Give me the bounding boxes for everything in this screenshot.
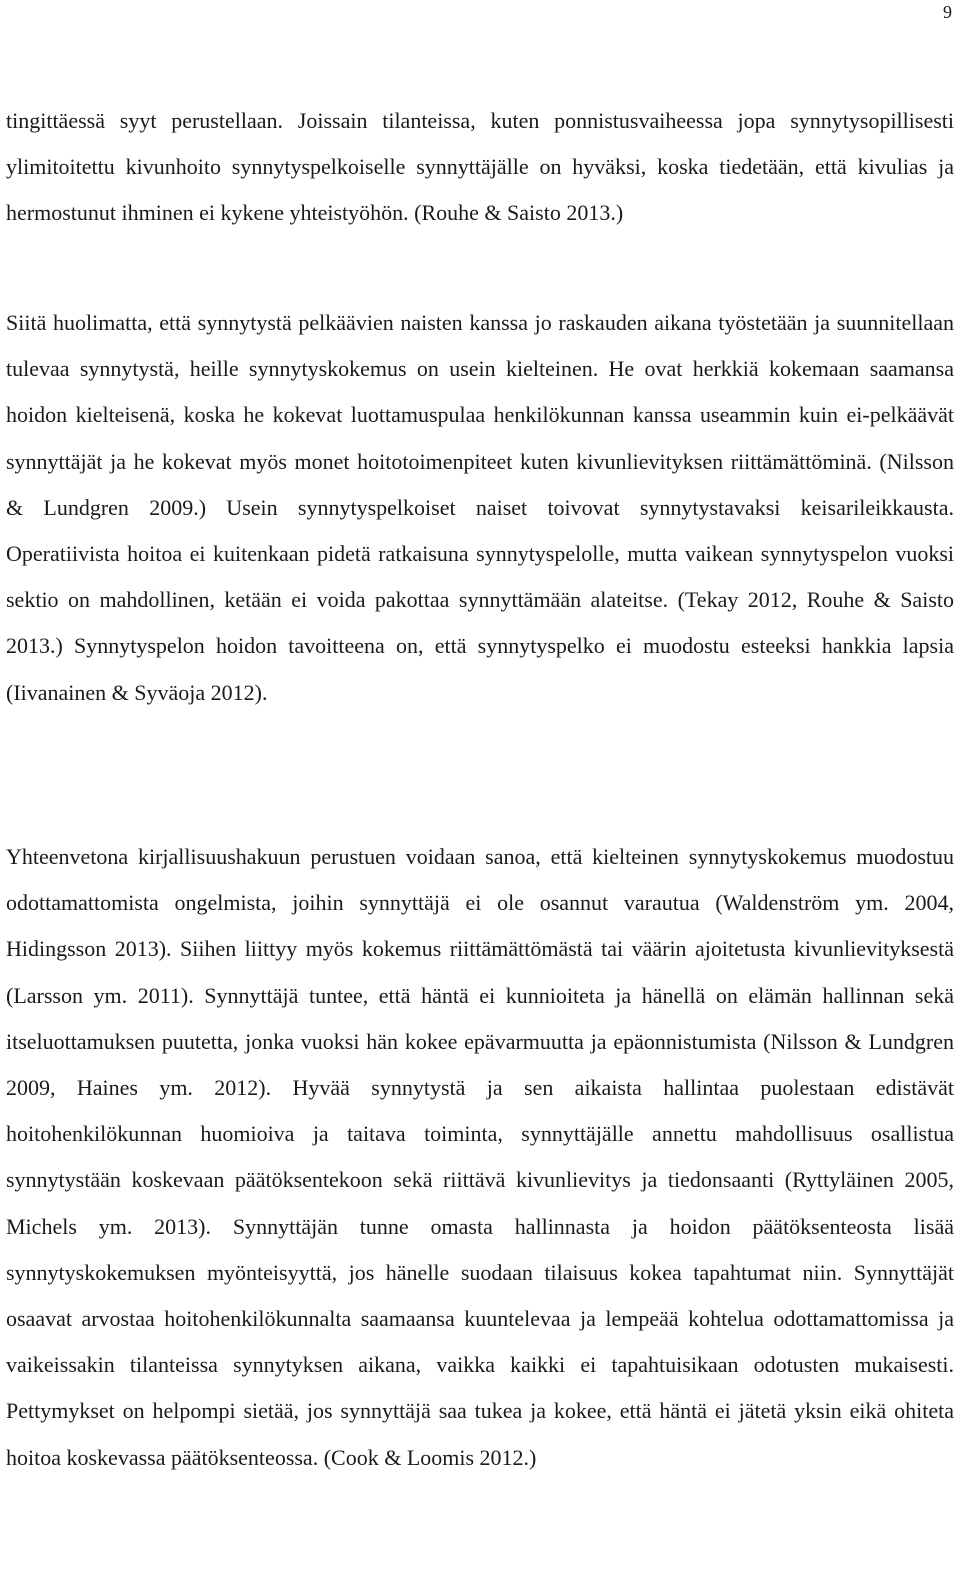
page-number: 9 xyxy=(943,2,952,22)
body-paragraph: Siitä huolimatta, että synnytystä pelkäävien naisten kanssa jo raskauden aikana työstetään ja suunnitellaan tulevaa synnytystä, heille synnytyskokemus on usein kielteinen. He ovat herkkiä kokemaan saamansa hoidon kielteisenä, koska he kokevat luottamuspulaa henkilökunnan kanssa useammin kuin ei-pelkäävät synnyttäjät ja he kokevat myös monet hoitotoimenpiteet kuten kivunlievityksen riittämättöminä. (Nilsson & Lundgren 2009.) Usein synnytyspelkoiset naiset toivovat synnytystavaksi keisarileikkausta. Operatiivista hoitoa ei kuitenkaan pidetä ratkaisuna synnytyspelolle, mutta vaikean synnytyspelon vuoksi sektio on mahdollinen, ketään ei voida pakottaa synnyttämään alateitse. (Tekay 2012, Rouhe & Saisto 2013.) Synnytyspelon hoidon tavoitteena on, että synnytyspelko ei muodostu esteeksi hankkia lapsia (Iivanainen & Syväoja 2012). xyxy=(6,310,954,705)
body-paragraph: tingittäessä syyt perustellaan. Joissain tilanteissa, kuten ponnistusvaiheessa jopa synnytysopillisesti ylimitoitettu kivunhoito synnytyspelkoiselle synnyttäjälle on hyväksi, koska tiedetään, että kivulias ja hermostunut ihminen ei kykene yhteistyöhön. (Rouhe & Saisto 2013.) xyxy=(6,108,954,226)
body-paragraph: Yhteenvetona kirjallisuushakuun perustuen voidaan sanoa, että kielteinen synnytyskokemus muodostuu odottamattomista ongelmista, joihin synnyttäjä ei ole osannut varautua (Waldenström ym. 2004, Hidingsson 2013). Siihen liittyy myös kokemus riittämättömästä tai väärin ajoitetusta kivunlievityksestä (Larsson ym. 2011). Synnyttäjä tuntee, että häntä ei kunnioiteta ja hänellä on elämän hallinnan sekä itseluottamuksen puutetta, jonka vuoksi hän kokee epävarmuutta ja epäonnistumista (Nilsson & Lundgren 2009, Haines ym. 2012). Hyvää synnytystä ja sen aikaista hallintaa puolestaan edistävät hoitohenkilökunnan huomioiva ja taitava toiminta, synnyttäjälle annettu mahdollisuus osallistua synnytystään koskevaan päätöksentekoon sekä riittävä kivunlievitys ja tiedonsaanti (Ryttyläinen 2005, Michels ym. 2013). Synnyttäjän tunne omasta hallinnasta ja hoidon päätöksenteosta lisää synnytyskokemuksen myönteisyyttä, jos hänelle suodaan tilaisuus kokea tapahtumat niin. Synnyttäjät osaavat arvostaa hoitohenkilökunnalta saamaansa kuuntelevaa ja lempeää kohtelua odottamattomissa ja vaikeissakin tilanteissa synnytyksen aikana, vaikka kaikki ei tapahtuisikaan odotusten mukaisesti. Pettymykset on helpompi sietää, jos synnyttäjä saa tukea ja kokee, että häntä ei jätetä yksin eikä ohiteta hoitoa koskevassa päätöksenteossa. (Cook & Loomis 2012.) xyxy=(6,844,954,1470)
